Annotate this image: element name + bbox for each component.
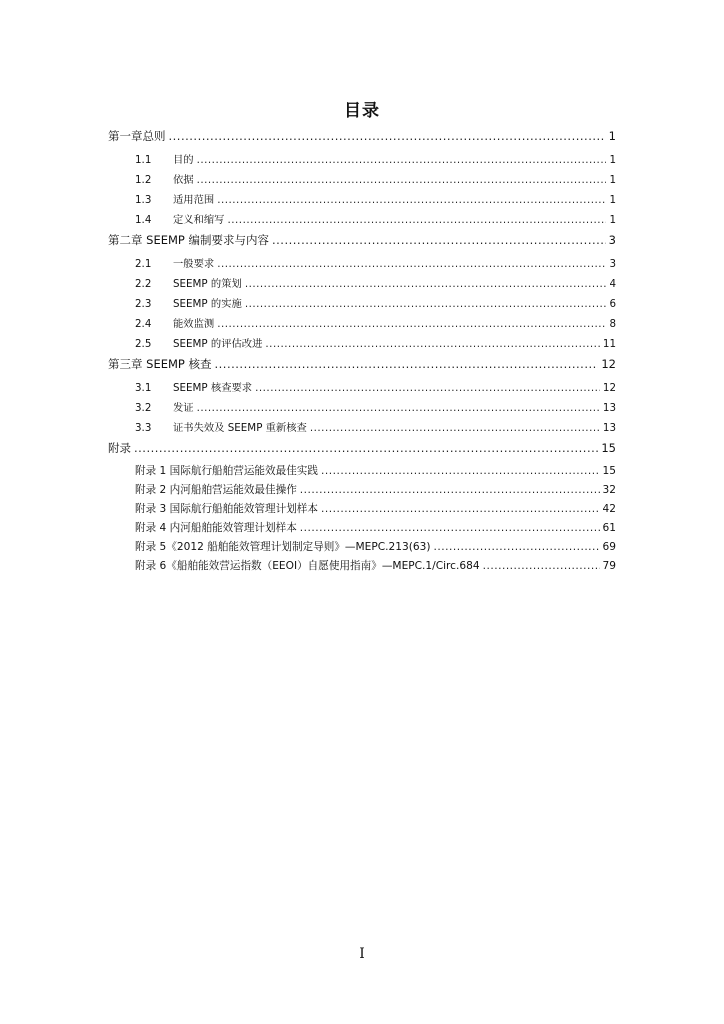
toc-section-entry[interactable] xyxy=(108,210,616,230)
toc-entry-title: 附录 5《2012 船舶能效管理计划制定导则》—MEPC.213(63) xyxy=(135,541,431,553)
dot-leader xyxy=(197,398,600,418)
toc-entry-title: 定义和缩写 xyxy=(173,214,225,226)
dot-leader xyxy=(197,150,607,170)
toc-entry-page: 4 xyxy=(609,278,616,290)
toc-entry-page: 6 xyxy=(609,298,616,310)
dot-leader xyxy=(265,334,599,354)
toc-appendix-entry[interactable] xyxy=(108,462,616,481)
toc-section-entry[interactable] xyxy=(108,274,616,294)
toc-entry-page: 12 xyxy=(601,357,616,371)
dot-leader xyxy=(217,190,606,210)
toc-entry-title: 适用范围 xyxy=(173,194,215,206)
toc-entry-title: SEEMP 核查要求 xyxy=(173,382,253,394)
toc-section-entry[interactable] xyxy=(108,150,616,170)
toc-entry-title: 第三章 SEEMP 核查 xyxy=(108,357,212,371)
toc-entry-title: 证书失效及 SEEMP 重新核查 xyxy=(173,422,307,434)
toc-entry-page: 69 xyxy=(602,541,616,553)
toc-entry-page: 11 xyxy=(602,338,616,350)
toc-entry-title: 附录 3 国际航行船舶能效管理计划样本 xyxy=(135,503,318,515)
dot-leader xyxy=(272,230,606,250)
toc-entry-page: 8 xyxy=(609,318,616,330)
dot-leader xyxy=(321,462,600,481)
toc-entry-number: 3.3 xyxy=(135,422,152,434)
dot-leader xyxy=(217,254,606,274)
toc-entry-title: 第二章 SEEMP 编制要求与内容 xyxy=(108,233,269,247)
toc-entry-number: 2.5 xyxy=(135,338,152,350)
page-title: 目录 xyxy=(344,101,380,121)
dot-leader xyxy=(134,438,598,458)
toc-entry-page: 3 xyxy=(609,258,616,270)
table-of-contents xyxy=(108,126,616,576)
toc-entry-title: 目的 xyxy=(173,154,194,166)
dot-leader xyxy=(169,126,606,146)
toc-entry-title: 附录 1 国际航行船舶营运能效最佳实践 xyxy=(135,465,318,477)
toc-entry-page: 1 xyxy=(609,174,616,186)
toc-entry-title: SEEMP 的策划 xyxy=(173,278,242,290)
toc-entry-page: 15 xyxy=(602,465,616,477)
dot-leader xyxy=(300,519,600,538)
dot-leader xyxy=(217,314,606,334)
toc-entry-title: 依据 xyxy=(173,174,194,186)
toc-entry-title: 附录 xyxy=(108,441,131,455)
toc-entry-page: 1 xyxy=(608,129,616,143)
dot-leader xyxy=(321,500,600,519)
dot-leader xyxy=(245,294,607,314)
toc-entry-number: 1.3 xyxy=(135,194,152,206)
dot-leader xyxy=(255,378,600,398)
toc-entry-page: 15 xyxy=(601,441,616,455)
dot-leader xyxy=(197,170,607,190)
toc-appendix-entry[interactable] xyxy=(108,481,616,500)
toc-entry-title: 附录 2 内河船舶营运能效最佳操作 xyxy=(135,484,297,496)
toc-entry-title: 附录 6《船舶能效营运指数（EEOI）自愿使用指南》—MEPC.1/Circ.684 xyxy=(135,560,480,572)
toc-entry-title: 第一章总则 xyxy=(108,129,166,143)
toc-section-entry[interactable] xyxy=(108,334,616,354)
toc-section-entry[interactable] xyxy=(108,398,616,418)
toc-section-entry[interactable] xyxy=(108,254,616,274)
toc-entry-page: 1 xyxy=(609,154,616,166)
page-number: I xyxy=(359,946,365,962)
toc-entry-page: 3 xyxy=(608,233,616,247)
toc-entry-page: 1 xyxy=(609,194,616,206)
toc-chapter-entry[interactable] xyxy=(108,438,616,458)
toc-appendix-entry[interactable] xyxy=(108,557,616,576)
toc-section-entry[interactable] xyxy=(108,314,616,334)
toc-entry-page: 13 xyxy=(602,422,616,434)
toc-entry-title: SEEMP 的实施 xyxy=(173,298,242,310)
toc-section-entry[interactable] xyxy=(108,170,616,190)
toc-appendix-entry[interactable] xyxy=(108,500,616,519)
toc-appendix-entry[interactable] xyxy=(108,538,616,557)
toc-entry-number: 2.3 xyxy=(135,298,152,310)
toc-entry-title: 能效监测 xyxy=(173,318,215,330)
toc-entry-page: 79 xyxy=(602,560,616,572)
toc-section-entry[interactable] xyxy=(108,418,616,438)
toc-entry-number: 3.1 xyxy=(135,382,152,394)
toc-entry-number: 1.2 xyxy=(135,174,152,186)
toc-entry-page: 13 xyxy=(602,402,616,414)
toc-entry-title: 附录 4 内河船舶能效管理计划样本 xyxy=(135,522,297,534)
toc-entry-number: 3.2 xyxy=(135,402,152,414)
toc-entry-number: 1.1 xyxy=(135,154,152,166)
dot-leader xyxy=(245,274,607,294)
toc-chapter-entry[interactable] xyxy=(108,126,616,146)
toc-entry-number: 1.4 xyxy=(135,214,152,226)
toc-entry-title: 一般要求 xyxy=(173,258,215,270)
toc-entry-page: 42 xyxy=(602,503,616,515)
toc-entry-page: 12 xyxy=(602,382,616,394)
dot-leader xyxy=(215,354,599,374)
toc-entry-page: 32 xyxy=(602,484,616,496)
toc-entry-page: 1 xyxy=(609,214,616,226)
dot-leader xyxy=(310,418,600,438)
toc-entry-title: SEEMP 的评估改进 xyxy=(173,338,263,350)
toc-entry-number: 2.1 xyxy=(135,258,152,270)
toc-appendix-entry[interactable] xyxy=(108,519,616,538)
toc-entry-page: 61 xyxy=(602,522,616,534)
toc-chapter-entry[interactable] xyxy=(108,230,616,250)
dot-leader xyxy=(227,210,606,230)
dot-leader xyxy=(300,481,600,500)
dot-leader xyxy=(433,538,599,557)
toc-entry-title: 发证 xyxy=(173,402,194,414)
toc-section-entry[interactable] xyxy=(108,190,616,210)
toc-chapter-entry[interactable] xyxy=(108,354,616,374)
toc-section-entry[interactable] xyxy=(108,378,616,398)
toc-entry-number: 2.4 xyxy=(135,318,152,330)
dot-leader xyxy=(483,557,600,576)
toc-entry-number: 2.2 xyxy=(135,278,152,290)
toc-section-entry[interactable] xyxy=(108,294,616,314)
